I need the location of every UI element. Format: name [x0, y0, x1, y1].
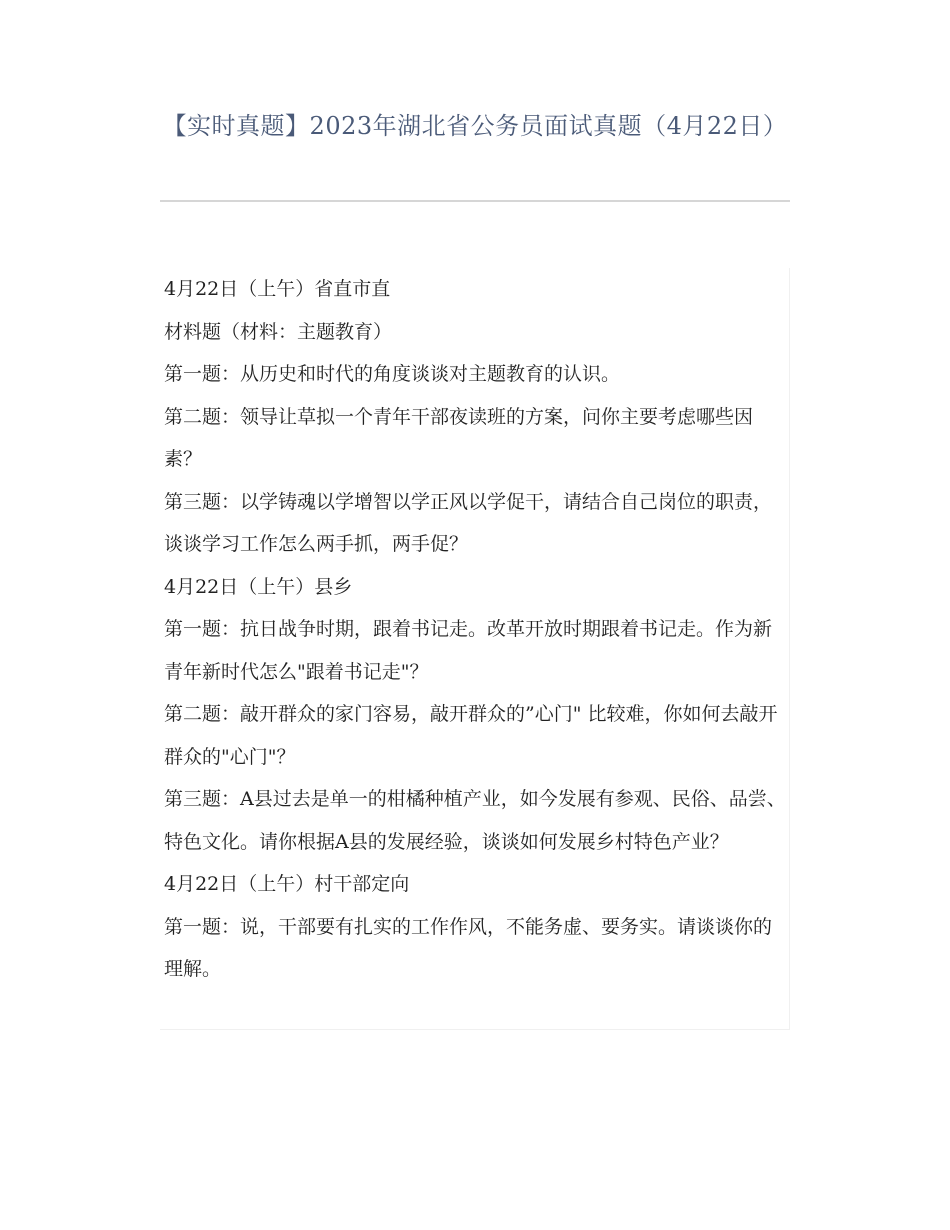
question-2-provincial: 第二题：领导让草拟一个青年干部夜读班的方案，问你主要考虑哪些因素？: [164, 405, 754, 470]
material-question-label: 材料题（材料：主题教育）: [164, 320, 393, 343]
question-3-provincial: 第三题：以学铸魂以学增智以学正风以学促干，请结合自己岗位的职责，谈谈学习工作怎么两手抓，两手促？: [164, 490, 773, 555]
section-heading-village: 4月22日（上午）村干部定向: [164, 873, 410, 895]
title-divider: [160, 200, 790, 202]
question-1-village: 第一题：说，干部要有扎实的工作作风，不能务虚、要务实。请谈谈你的理解。: [164, 915, 773, 980]
section-heading-provincial: 4月22日（上午）省直市直: [164, 278, 391, 300]
section-heading-county: 4月22日（上午）县乡: [164, 575, 353, 598]
document-body: [160, 268, 790, 1030]
title-block: [160, 108, 790, 144]
question-1-provincial: 第一题：从历史和时代的角度谈谈对主题教育的认识。: [164, 363, 621, 385]
question-1-county: 第一题：抗日战争时期，跟着书记走。改革开放时期跟着书记走。作为新青年新时代怎么"跟着书记走"？: [164, 618, 773, 683]
page-title: 【实时真题】2023年湖北省公务员面试真题（4月22日）: [162, 112, 788, 140]
question-3-county: 第三题：A县过去是单一的柑橘种植产业，如今发展有参观、民俗、品尝、特色文化。请你根据A县的发展经验，谈谈如何发展乡村特色产业？: [164, 788, 786, 853]
question-2-county: 第二题：敲开群众的家门容易，敲开群众的”心门" 比较难，你如何去敲开群众的"心门"？: [164, 703, 778, 768]
